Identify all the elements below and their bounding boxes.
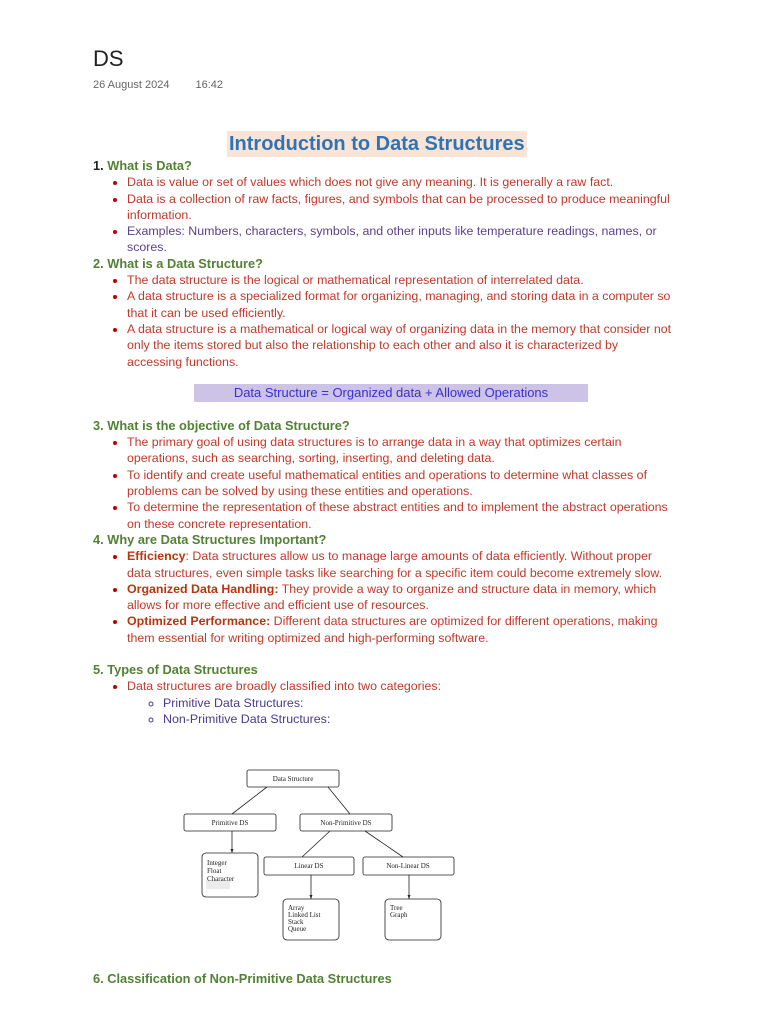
list-item: • Examples: Numbers, characters, symbols, and other inputs like temperature readings, names, or scores.	[127, 223, 673, 256]
diagram-svg	[180, 767, 470, 947]
diagram-label-primitive: Primitive DS	[211, 819, 249, 827]
term: Optimized Performance:	[127, 614, 271, 629]
term-description: : Data structures allow us to manage large amounts of data efficiently. Without proper data structures, even simple tasks like searching for a specific item could become extremely slow.	[127, 549, 663, 580]
section-title-text: Types of Data Structures	[107, 662, 258, 678]
diagram-arrowhead	[408, 895, 411, 899]
note-meta	[93, 79, 223, 91]
diagram-label-primitive-type: Integer	[207, 859, 227, 867]
list-item: • Data is a collection of raw facts, figures, and symbols that can be processed to produce meaningful information.	[127, 191, 673, 224]
term-description: Different data structures are optimized for different operations, making them essential for writing optimized and high-performing software.	[127, 614, 658, 645]
note-title: DS	[93, 46, 124, 71]
term: Organized Data Handling:	[127, 581, 279, 596]
list-item	[127, 581, 673, 614]
diagram-label-non-linear: Non-Linear DS	[386, 862, 430, 870]
list-item	[127, 678, 673, 727]
section-6-title	[93, 971, 392, 986]
section-title-text: What is Data?	[107, 158, 192, 173]
list-item	[127, 613, 673, 646]
classification-diagram	[180, 767, 470, 947]
section-3-list	[93, 434, 673, 532]
term-description: They provide a way to organize and structure data in memory, which allows for more effective and efficient use of resources.	[127, 581, 657, 613]
section-2-list	[93, 272, 673, 370]
section-title-text: Classification of Non-Primitive Data Structures	[107, 970, 392, 986]
section-title-text: What is a Data Structure?	[107, 255, 263, 271]
sub-list-item: ◦ Non-Primitive Data Structures:	[163, 711, 673, 727]
list-item: • The data structure is the logical or mathematical representation of interrelated data.	[127, 272, 673, 288]
diagram-arrowhead	[231, 849, 234, 853]
diagram-edge	[232, 787, 267, 814]
section-5-title	[93, 662, 673, 678]
term: Efficiency	[127, 549, 186, 564]
note-date: 26 August 2024	[93, 79, 170, 91]
diagram-label-linear-type: Queue	[288, 925, 307, 933]
section-number: 1.	[93, 158, 104, 173]
section-title-text: What is the objective of Data Structure?	[107, 417, 350, 433]
diagram-label-linear-type: Stack	[288, 918, 304, 926]
sub-list-item: ◦ Primitive Data Structures:	[163, 695, 673, 711]
diagram-label-linear-type: Linked List	[288, 911, 321, 919]
diagram-label-linear-type: Array	[288, 904, 305, 912]
diagram-label-primitive-type: Float	[207, 867, 222, 875]
list-item-text: Data structures are broadly classified into two categories:	[127, 679, 442, 694]
formula-banner: Data Structure = Organized data + Allowed Operations	[194, 384, 588, 402]
section-3-title	[93, 418, 673, 434]
section-number: 3.	[93, 417, 104, 433]
document-body	[93, 158, 673, 727]
note-time: 16:42	[195, 79, 223, 91]
list-item: • A data structure is a specialized format for organizing, managing, and storing data in a computer so that it can be used efficiently.	[127, 288, 673, 321]
list-item: • Data is value or set of values which does not give any meaning. It is generally a raw fact.	[127, 174, 673, 190]
list-item: • The primary goal of using data structures is to arrange data in a way that optimizes certain operations, such as searching, sorting, inserting, and deleting data.	[127, 434, 673, 467]
section-number: 2.	[93, 255, 104, 271]
section-4-list	[93, 548, 673, 646]
diagram-label-non-linear-type: Graph	[390, 911, 408, 919]
list-item: • To determine the representation of these abstract entities and to implement the abstract operations on these concrete representation.	[127, 499, 673, 532]
diagram-edge	[365, 831, 403, 857]
diagram-arrowhead	[310, 895, 313, 899]
list-item: • A data structure is a mathematical or logical way of organizing data in the memory that consider not only the items stored but also the relationship to each other and also it is characterized by accessing functions.	[127, 321, 673, 370]
diagram-label-linear: Linear DS	[294, 862, 324, 870]
section-2-title	[93, 256, 673, 272]
list-item	[127, 548, 673, 581]
section-1-title	[93, 158, 673, 174]
section-5-list	[93, 678, 673, 727]
diagram-label-primitive-type: Character	[207, 875, 235, 883]
list-item: • To identify and create useful mathematical entities and operations to determine what classes of problems can be solved by using these entities and operations.	[127, 467, 673, 500]
diagram-label-non-primitive: Non-Primitive DS	[320, 819, 372, 827]
section-title-text: Why are Data Structures Important?	[107, 531, 327, 547]
section-number: 4.	[93, 531, 104, 547]
diagram-label-root: Data Structure	[272, 775, 314, 783]
diagram-label-non-linear-type: Tree	[390, 904, 403, 912]
section-4-title	[93, 532, 673, 548]
section-number: 5.	[93, 662, 104, 678]
diagram-edge	[302, 831, 330, 857]
sub-list	[127, 695, 673, 728]
document-heading: Introduction to Data Structures	[229, 133, 525, 155]
diagram-edge	[328, 787, 350, 814]
section-number: 6.	[93, 970, 104, 986]
section-1-list	[93, 174, 673, 255]
